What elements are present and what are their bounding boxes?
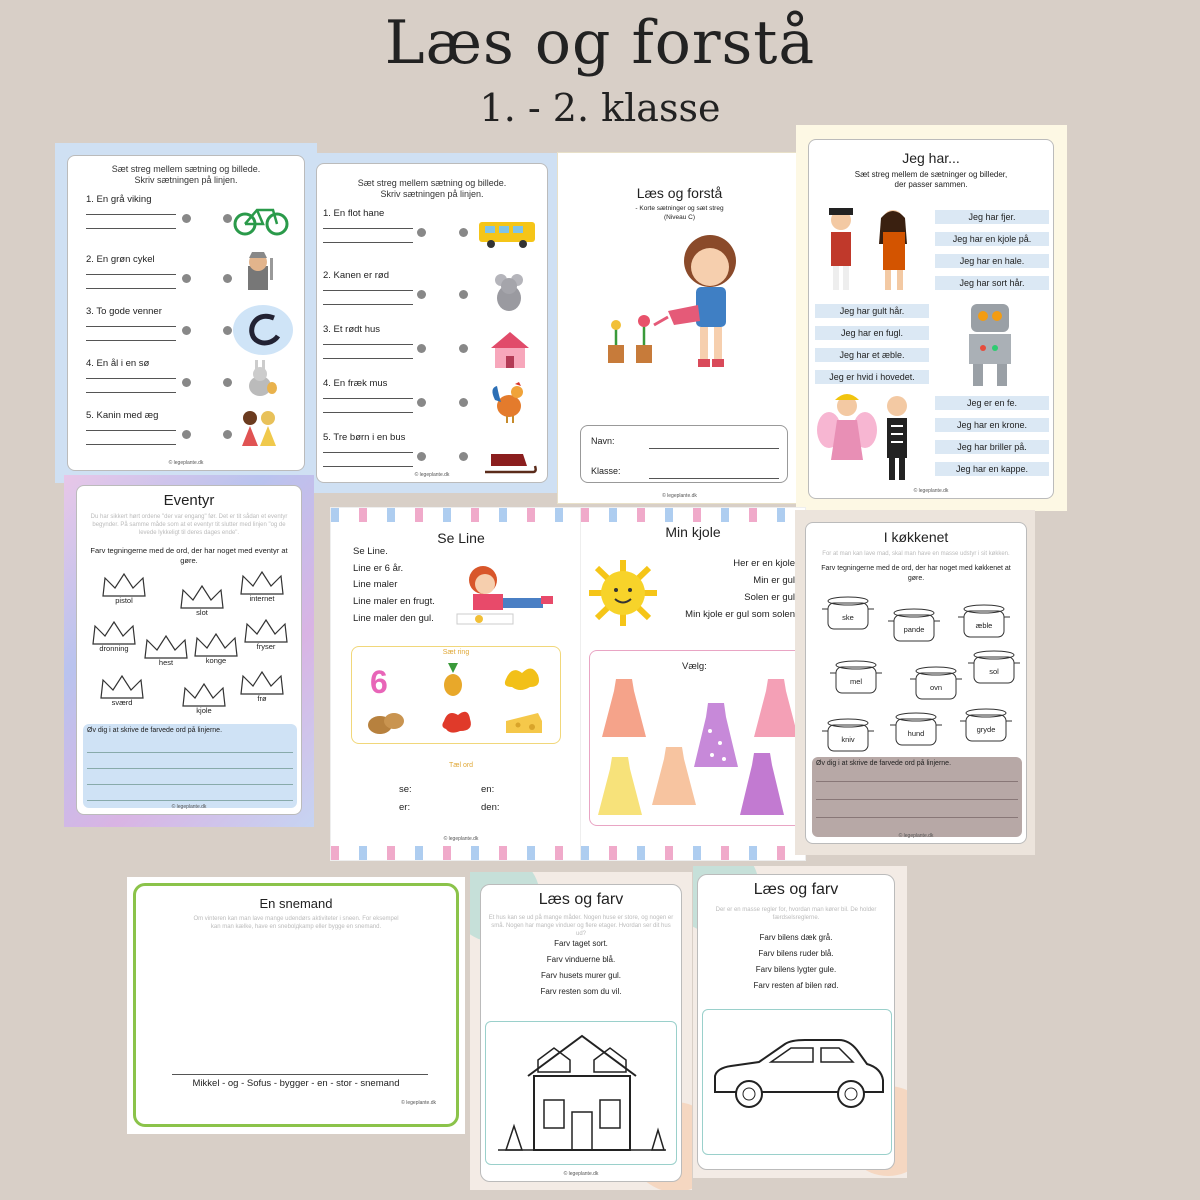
worksheet-laes-og-farv-bil: [693, 866, 907, 1178]
sentence-tag: Jeg har en krone.: [935, 418, 1049, 432]
sentence-tag: Jeg har gult hår.: [815, 304, 929, 318]
story-line: Line maler: [353, 579, 398, 590]
dress-pink-icon[interactable]: [754, 677, 798, 741]
girl-watering-illustration: [598, 225, 768, 375]
story-line: Solen er gul: [744, 592, 795, 603]
dress-violet-icon[interactable]: [740, 751, 784, 819]
rooster-icon: [489, 380, 531, 424]
choose-label: Vælg:: [682, 661, 707, 672]
box-title: Sæt ring: [442, 649, 470, 656]
sheet-title: Læs og farv: [538, 891, 624, 908]
mouse-icon: [489, 268, 529, 314]
worksheet-koekkenet: [795, 510, 1035, 855]
cover-level: (Niveau C): [663, 214, 696, 221]
sheet-title: I køkkenet: [883, 529, 949, 545]
sun-icon: [585, 558, 661, 628]
pot-word[interactable]: gryde: [958, 705, 1014, 745]
sentence-tag: Jeg er hvid i hovedet.: [815, 370, 929, 384]
count-label: den:: [481, 802, 500, 813]
answer-line[interactable]: [172, 1074, 428, 1075]
worksheet-snemand: [127, 877, 465, 1134]
crown-word[interactable]: dronning: [89, 620, 139, 656]
pot-word[interactable]: kniv: [820, 715, 876, 755]
eel-icon: [232, 304, 294, 356]
intro-text: Et hus kan se ud på mange måder. Nogen huse er store, og nogen er: [488, 915, 674, 921]
pot-word[interactable]: pande: [886, 605, 942, 645]
instruction: gøre.: [907, 575, 925, 582]
practice-instruction: Øv dig i at skrive de farvede ord på linjerne.: [816, 760, 952, 767]
sentence-tag: Jeg er en fe.: [935, 396, 1049, 410]
pot-word[interactable]: ske: [820, 593, 876, 633]
choose-dress-box: [589, 650, 803, 826]
practice-instruction: Øv dig i at skrive de farvede ord på linjerne.: [87, 727, 223, 734]
story-line: Min kjole er gul som solen: [685, 609, 795, 620]
count-label: er:: [399, 802, 411, 813]
name-field[interactable]: [649, 448, 779, 449]
sentence-tag: Jeg har en kjole på.: [935, 232, 1049, 246]
fairy-and-skeleton-illustration: [815, 390, 925, 486]
intro-text: begynder. På samme måde som at et eventyr tit slutter med linjen "og de: [92, 522, 286, 528]
count-label: en:: [481, 784, 495, 795]
story-line: Se Line.: [353, 546, 388, 557]
sheet-title: Eventyr: [163, 492, 215, 509]
footer-credit: © legeplante.dk: [898, 833, 934, 839]
dress-purple-dotted-icon[interactable]: [694, 701, 738, 771]
intro-text: Du har sikkert hørt ordene "der var engang" før. Det er tit sådan et eventyr: [90, 514, 288, 520]
sentence-item: 2. En grøn cykel: [86, 254, 155, 265]
story-line: Min er gul: [753, 575, 795, 586]
pot-word[interactable]: mel: [828, 657, 884, 697]
instruction-line: Farv bilens lygter gule.: [755, 965, 837, 974]
intro-text: For at man kan lave mad, skal man have en masse udstyr i sit køkken.: [822, 551, 1010, 557]
writing-area[interactable]: [812, 757, 1022, 837]
instruction-line: Farv vinduerne blå.: [546, 955, 616, 964]
instruction: Sæt streg mellem sætning og billede.: [111, 164, 261, 174]
car-outline-drawing: [709, 1032, 887, 1122]
dress-peach-icon[interactable]: [602, 677, 646, 741]
sentence-tag: Jeg har briller på.: [935, 440, 1049, 454]
sheet-title: Se Line: [437, 530, 485, 546]
sentence-item: 3. To gode venner: [86, 306, 162, 317]
story-line: Line maler en frugt.: [353, 596, 435, 607]
worksheet-hane: [306, 153, 558, 493]
crown-word[interactable]: hest: [141, 634, 191, 670]
worksheet-viking: [55, 143, 317, 483]
paint-splash-red-icon[interactable]: [440, 707, 474, 737]
worksheet-laes-og-farv-hus: [470, 872, 692, 1190]
sentence-tag: Jeg har fjer.: [935, 210, 1049, 224]
pirate-and-girl-illustration: [815, 204, 925, 296]
sentence-item: 1. En grå viking: [86, 194, 152, 205]
sheet-title: Jeg har...: [902, 150, 960, 166]
dress-yellow-icon[interactable]: [598, 755, 642, 819]
crown-word[interactable]: fryser: [241, 618, 291, 654]
bicycle-icon: [233, 200, 289, 236]
footer-credit: © legeplante.dk: [913, 488, 949, 494]
sentence-item: 2. Kanen er rød: [323, 270, 390, 281]
robot-illustration: [955, 300, 1025, 390]
crown-word[interactable]: frø: [237, 670, 287, 706]
girl-painting-illustration: [449, 560, 569, 632]
intro-text: færdselsreglerne.: [772, 915, 820, 921]
word-sentence: Mikkel - og - Sofus - bygger - en - stor - snemand: [192, 1078, 400, 1089]
worksheet-eventyr: [64, 475, 314, 827]
instruction: Farv tegningerne med de ord, der har noget med eventyr at: [90, 546, 288, 555]
instruction-line: Farv resten som du vil.: [540, 987, 622, 996]
sentence-tag: Jeg har et æble.: [815, 348, 929, 362]
crown-word[interactable]: slot: [177, 584, 227, 620]
sheet-title: Min kjole: [665, 524, 721, 540]
house-icon: [487, 330, 533, 370]
writing-area[interactable]: [83, 724, 297, 808]
class-field[interactable]: [649, 478, 779, 479]
coloring-box[interactable]: [702, 1009, 892, 1155]
friends-icon: [236, 406, 282, 454]
viking-icon: [238, 250, 278, 298]
sentence-tag: Jeg har en fugl.: [815, 326, 929, 340]
instruction: Skriv sætningen på linjen.: [380, 189, 484, 200]
bus-icon: [477, 218, 539, 250]
page-subtitle: 1. - 2. klasse: [479, 86, 721, 130]
house-outline-drawing: [498, 1030, 666, 1156]
number-six-icon[interactable]: [366, 663, 396, 697]
story-line: Line maler den gul.: [353, 613, 434, 624]
cover-subtitle: - Korte sætninger og sæt streg: [635, 205, 724, 212]
page-title: Læs og forstå: [384, 8, 816, 78]
crown-word[interactable]: internet: [237, 570, 287, 606]
coloring-box[interactable]: [485, 1021, 677, 1165]
paint-splash-yellow-icon[interactable]: [502, 663, 542, 693]
crown-word[interactable]: sværd: [97, 674, 147, 710]
sentence-item: 3. Et rødt hus: [323, 324, 381, 335]
story-line: Line er 6 år.: [353, 563, 404, 574]
class-label: Klasse:: [591, 466, 621, 476]
footer-credit: © legeplante.dk: [563, 1171, 599, 1177]
instruction: Sæt streg mellem de sætninger og billeder,: [854, 170, 1008, 179]
instruction-line: Farv bilens dæk grå.: [759, 933, 833, 942]
sentence-item: 5. Tre børn i en bus: [323, 432, 406, 443]
instruction-line: Farv resten af bilen rød.: [753, 981, 839, 990]
instruction: der passer sammen.: [894, 180, 968, 189]
story-line: Her er en kjole: [733, 558, 795, 569]
footer-credit: © legeplante.dk: [443, 836, 479, 842]
sentence-tag: Jeg har sort hår.: [935, 276, 1049, 290]
pot-word[interactable]: æble: [956, 601, 1012, 641]
box-title: Tæl ord: [448, 762, 474, 769]
pot-word[interactable]: sol: [966, 647, 1022, 687]
intro-text: kan man kælke, have en snebolдkamp eller bygge en snemand.: [210, 924, 382, 930]
pot-word[interactable]: hund: [888, 709, 944, 749]
footer-credit: © legeplante.dk: [662, 493, 697, 499]
rabbit-icon: [240, 358, 280, 398]
worksheet-cover: [557, 152, 802, 504]
intro-text: Om vinteren kan man lave mange udendørs aktiviteter i sneen. For eksempel: [193, 916, 399, 922]
sheet-title: Læs og farv: [753, 881, 839, 898]
potatoes-icon[interactable]: [366, 709, 406, 737]
instruction-line: Farv husets murer gul.: [540, 971, 622, 980]
circle-task-box: [351, 646, 561, 744]
instruction: Sæt streg mellem sætning og billede.: [357, 178, 507, 188]
dress-light-peach-icon[interactable]: [652, 745, 696, 809]
intro-text: levede lykkeligt til deres dages ende".: [138, 530, 240, 536]
footer-credit: © legeplante.dk: [401, 1100, 436, 1106]
svg-text:6: 6: [370, 664, 388, 697]
instruction: Farv tegningerne med de ord, der har noget med køkkenet at: [821, 565, 1011, 572]
instruction-line: Farv bilens ruder blå.: [758, 949, 834, 958]
footer-credit: © legeplante.dk: [414, 472, 450, 478]
worksheet-se-line: [330, 507, 592, 861]
sentence-item: 4. En fræk mus: [323, 378, 388, 389]
intro-text: Der er en masse regler for, hvordan man kører bil. De holder: [715, 907, 877, 913]
worksheet-jeg-har: [796, 125, 1067, 511]
footer-credit: © legeplante.dk: [168, 460, 204, 466]
name-label: Navn:: [591, 436, 615, 446]
crown-word[interactable]: kjole: [179, 682, 229, 718]
intro-text: små. Nogen har mange vinduer og flere etager. Hvordan ser dit hus ud?: [491, 923, 671, 937]
instruction: gøre.: [180, 556, 198, 565]
cheese-icon[interactable]: [504, 709, 544, 737]
cover-title: Læs og forstå: [636, 185, 723, 201]
sentence-tag: Jeg har en kappe.: [935, 462, 1049, 476]
pot-word[interactable]: ovn: [908, 663, 964, 703]
worksheet-min-kjole: [580, 507, 806, 861]
sentence-item: 5. Kanin med æg: [86, 410, 159, 421]
footer-credit: © legeplante.dk: [171, 804, 207, 810]
count-label: se:: [399, 784, 412, 795]
crown-word[interactable]: konge: [191, 632, 241, 668]
crown-word[interactable]: pistol: [99, 572, 149, 608]
sentence-item: 1. En flot hane: [323, 208, 385, 219]
sentence-tag: Jeg har en hale.: [935, 254, 1049, 268]
pineapple-icon[interactable]: [438, 661, 468, 697]
sheet-title: En snemand: [259, 896, 333, 911]
sentence-item: 4. En ål i en sø: [86, 358, 150, 369]
instruction-line: Farv taget sort.: [554, 939, 608, 948]
instruction: Skriv sætningen på linjen.: [134, 175, 238, 186]
